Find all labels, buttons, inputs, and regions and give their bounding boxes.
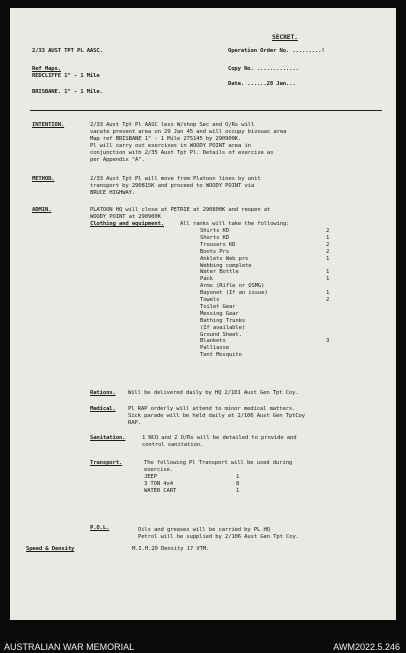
speed-density-text: M.I.H.20 Density 17 VTM. [132,546,210,552]
header-divider [30,110,382,111]
footer-accession-number: AWM2022.5.246 [333,642,400,652]
rations-label: Rations. [90,390,116,396]
clothing-row [200,241,330,249]
sanitation-line: control sanitation. [142,442,204,448]
clothing-item: Webbing complete [200,262,252,269]
clothing-item: Anklets Web prs [200,255,249,262]
transport-item: JEEP [144,474,157,480]
copy-number: Copy No. ............. [228,66,299,72]
classification-secret: SECRET. [272,33,298,41]
clothing-qty: 1 [326,234,330,241]
method-line: transport by 290815K and proceed to WOODY POINT via [90,183,255,189]
ref-map-redcliffe: REDCLIFFE 1" - 1 Mile [32,73,100,79]
clothing-item: Arms (Rifle or OSMG) [200,283,265,290]
ref-maps-label: Ref Maps. [32,66,61,72]
clothing-row [200,311,239,318]
clothing-qty: 3 [326,338,330,345]
transport-label: Transport. [90,460,123,466]
clothing-item: Bathing Trunks [200,317,246,324]
transport-row [144,474,240,481]
clothing-qty: 2 [326,241,330,248]
clothing-item: Shirts KD [200,228,229,234]
medical-line: Sick parade will be held daily at 2/106 Aust Gen TptCoy [128,413,305,419]
clothing-qty: 2 [326,297,330,303]
method-label: METHOD. [32,176,55,182]
clothing-row [200,228,330,235]
clothing-item: Bayonet (If an issue) [200,290,268,297]
clothing-qty: 1 [326,269,330,276]
medical-label: Medical. [90,406,116,412]
sanitation-label: Sanitation. [90,435,126,441]
transport-row [144,480,240,488]
archive-footer [0,622,406,653]
transport-row [144,487,240,495]
pol-line: Oils and greases will be carried by PL HQ [138,527,270,533]
clothing-row [200,325,245,332]
clothing-row [200,248,330,256]
clothing-row [200,234,330,242]
intention-line: Map ref BRISBANE 1" - 1 Mile 275145 by 290900K. [90,136,242,142]
intention-line: vacate present area on 29 Jan 45 and will occupy bivouac area [90,129,287,135]
clothing-item: (If available) [200,324,246,331]
clothing-qty: 2 [326,228,330,234]
clothing-row [200,255,330,263]
clothing-label: Clothing and equipment. [90,221,165,227]
transport-qty: 1 [236,474,240,480]
clothing-row [200,318,245,325]
medical-line: Pl RAP orderly will attend to minor medical matters. [128,406,296,412]
pol-label: P.O.L. [90,525,110,531]
intention-label: INTENTION. [32,122,65,128]
intention-line: conjunction with 2/35 Aust Tpt Pl. Details of exercise as [90,150,274,156]
operation-order-number: Operation Order No. .........! [228,48,325,54]
clothing-item: Toilet Gear [200,303,236,310]
clothing-item: Palliasse [200,345,229,352]
admin-label: ADMIN. [32,207,52,213]
clothing-item: Blankets [200,338,226,345]
intention-line: 2/33 Aust Tpt Pl AASC less W/shop Sec and O/Rs will [90,122,255,128]
transport-qty: 8 [236,480,240,487]
intention-line: Pl will carry out exercises in WOODY POINT area in [90,143,251,149]
clothing-row [200,290,330,297]
clothing-item: Tent Mosquito [200,352,242,359]
admin-line: PLATOON HQ will close at PETRIE at 290800K and reopen at [90,207,271,213]
clothing-row [200,276,330,283]
clothing-item: Water Bottle [200,269,239,276]
medical-line: RAP. [128,420,141,426]
clothing-row [200,269,330,276]
footer-institution: AUSTRALIAN WAR MEMORIAL [4,642,135,652]
clothing-row [200,332,242,339]
clothing-row [200,338,330,345]
clothing-row [200,352,242,359]
clothing-item: Shorts KD [200,234,229,241]
clothing-qty: 1 [326,290,330,297]
intention-line: per Appendix "A". [90,157,145,163]
transport-qty: 1 [236,487,240,494]
clothing-row [200,283,264,290]
clothing-item: Messing Gear [200,310,239,317]
ref-map-brisbane: BRISBANE. 1" - 1 Mile. [32,89,103,95]
document-page [10,8,396,620]
admin-line: WOODY POINT at 290900K [90,214,161,220]
sanitation-line: 1 NCO and 2 O/Rs will be detailed to provide and [142,435,297,441]
clothing-item: Ground Sheet. [200,331,242,338]
clothing-item: Trousers KD [200,241,236,248]
method-line: BRUCE HIGHWAY. [90,190,136,196]
unit-name: 2/33 AUST TPT PL AASC. [32,48,103,54]
speed-density-label: Speed & Density [26,546,75,552]
clothing-row [200,263,251,270]
order-date: Date. ......28 Jan... [228,81,296,87]
transport-line: exercise. [144,467,173,473]
clothing-row [200,297,330,304]
transport-line: The following Pl Transport will be used during [144,460,293,466]
clothing-row [200,304,235,311]
clothing-item: Towels [200,297,220,303]
method-line: 2/33 Aust Tpt Pl will move from Platoon lines by unit [90,176,261,182]
transport-item: WATER CART [144,487,177,494]
clothing-qty: 2 [326,248,330,255]
clothing-intro: All ranks will take the following: [180,221,290,227]
rations-text: Will be delivered daily by HQ 2/101 Aust Gen Tpt Coy. [128,390,299,396]
transport-item: 3 TON 4x4 [144,480,173,487]
clothing-row [200,345,229,352]
clothing-item: Pack [200,276,213,283]
pol-line: Petrol will be supplied by 2/106 Aust Gen Tpt Coy. [138,534,299,540]
clothing-qty: 1 [326,276,330,283]
clothing-item: Boots Prs [200,248,229,255]
clothing-qty: 1 [326,255,330,262]
